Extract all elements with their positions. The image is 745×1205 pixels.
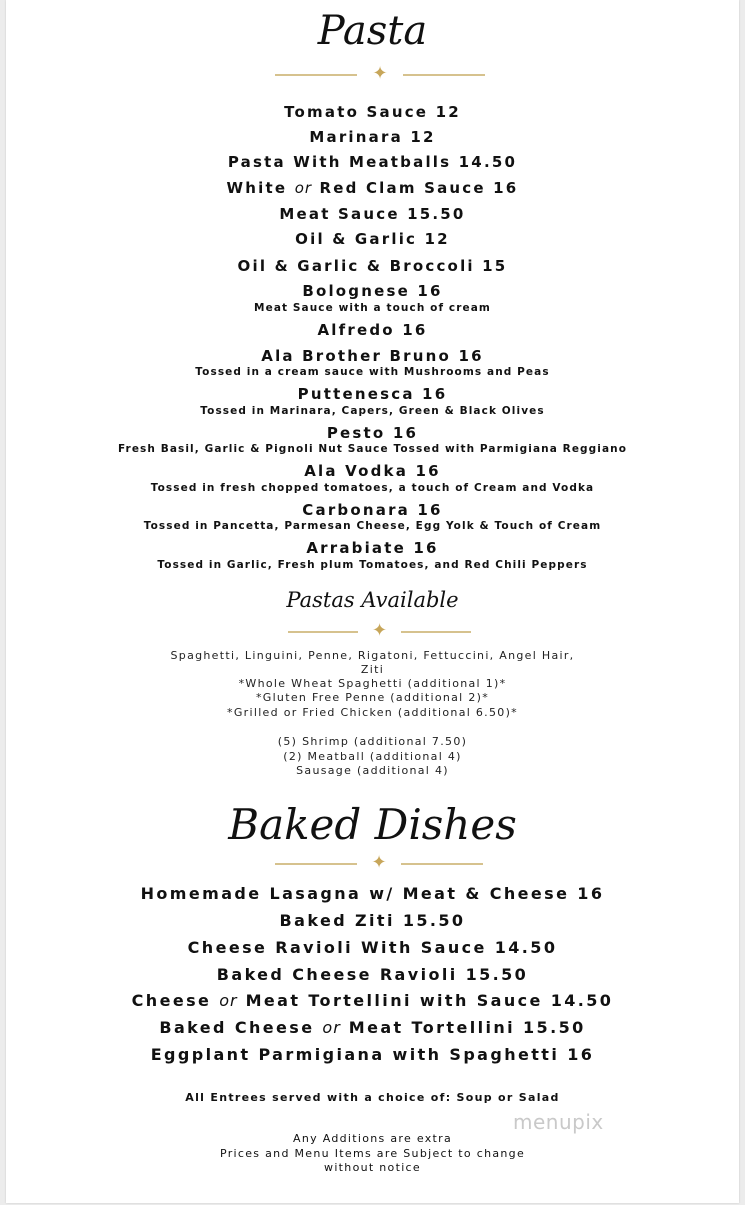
pasta-item-description: Meat Sauce with a touch of cream — [254, 302, 491, 314]
baked-dishes-title: Baked Dishes — [228, 800, 517, 849]
pasta-item: Oil & Garlic 12 — [295, 230, 450, 248]
baked-item — [0, 991, 745, 1010]
pasta-item: Alfredo 16 — [317, 321, 428, 339]
or-text: or — [294, 179, 313, 197]
baked-item: Cheese Ravioli With Sauce 14.50 — [187, 938, 558, 957]
pasta-item-description: Tossed in Marinara, Capers, Green & Black Olives — [200, 405, 545, 417]
pasta-item: Pasta With Meatballs 14.50 — [227, 153, 518, 171]
pasta-item: Meat Sauce 15.50 — [279, 205, 466, 223]
baked-item — [0, 1018, 745, 1037]
pastas-available-title: Pastas Available — [286, 588, 459, 612]
pasta-item: Ala Vodka 16 — [304, 462, 441, 480]
star-ornament-icon: ✦ — [372, 63, 388, 84]
or-text: or — [219, 991, 238, 1010]
baked-item: Baked Ziti 15.50 — [279, 911, 466, 930]
prices-note-line-1: Prices and Menu Items are Subject to change — [219, 1147, 526, 1160]
available-line: (2) Meatball (additional 4) — [283, 750, 462, 763]
available-line: *Grilled or Fried Chicken (additional 6.50)* — [227, 706, 518, 719]
entrees-note: All Entrees served with a choice of: Soup or Salad — [185, 1091, 560, 1104]
pasta-item-description: Tossed in fresh chopped tomatoes, a touch of Cream and Vodka — [150, 482, 595, 494]
pasta-item: Arrabiate 16 — [306, 539, 439, 557]
item-text: Baked Cheese — [159, 1018, 323, 1037]
pasta-item: Puttenesca 16 — [297, 385, 448, 403]
item-text: Meat Tortellini 15.50 — [340, 1018, 586, 1037]
star-ornament-icon: ✦ — [371, 852, 387, 873]
pasta-item: Marinara 12 — [309, 128, 436, 146]
pasta-title: Pasta — [317, 8, 428, 54]
pasta-divider — [275, 63, 485, 84]
item-text: Meat Tortellini with Sauce 14.50 — [237, 991, 614, 1010]
available-divider — [288, 620, 471, 641]
pasta-item: Ala Brother Bruno 16 — [261, 347, 484, 365]
pasta-item-description: Tossed in Garlic, Fresh plum Tomatoes, and Red Chili Peppers — [157, 559, 588, 571]
pasta-item-description: Tossed in Pancetta, Parmesan Cheese, Egg Yolk & Touch of Cream — [143, 520, 602, 532]
pasta-item-description: Tossed in a cream sauce with Mushrooms and Peas — [195, 366, 550, 378]
item-text: Cheese — [131, 991, 220, 1010]
or-text: or — [322, 1018, 341, 1037]
baked-item: Homemade Lasagna w/ Meat & Cheese 16 — [140, 884, 605, 903]
star-ornament-icon: ✦ — [371, 620, 388, 641]
available-line: *Gluten Free Penne (additional 2)* — [255, 691, 490, 704]
additions-note: Any Additions are extra — [293, 1132, 452, 1145]
pasta-item: Carbonara 16 — [302, 501, 443, 519]
available-line: (5) Shrimp (additional 7.50) — [277, 735, 468, 748]
pasta-item: Oil & Garlic & Broccoli 15 — [237, 257, 508, 275]
pasta-item: Tomato Sauce 12 — [284, 103, 461, 121]
pasta-item — [0, 179, 745, 197]
available-line: *Whole Wheat Spaghetti (additional 1)* — [238, 677, 507, 690]
baked-item: Baked Cheese Ravioli 15.50 — [216, 965, 529, 984]
baked-item: Eggplant Parmigiana with Spaghetti 16 — [150, 1045, 595, 1064]
available-line: Sausage (additional 4) — [296, 764, 449, 777]
item-text: Red Clam Sauce 16 — [312, 179, 519, 197]
pasta-item: Pesto 16 — [326, 424, 419, 442]
pasta-item: Bolognese 16 — [302, 282, 443, 300]
item-text: White — [226, 179, 295, 197]
prices-note-line-2: without notice — [324, 1161, 421, 1174]
pasta-item-description: Fresh Basil, Garlic & Pignoli Nut Sauce Tossed with Parmigiana Reggiano — [117, 443, 628, 455]
available-line: Ziti — [360, 663, 385, 676]
menupix-watermark: menupix — [513, 1110, 604, 1134]
baked-divider — [275, 852, 483, 873]
available-line: Spaghetti, Linguini, Penne, Rigatoni, Fettuccini, Angel Hair, — [170, 649, 575, 662]
